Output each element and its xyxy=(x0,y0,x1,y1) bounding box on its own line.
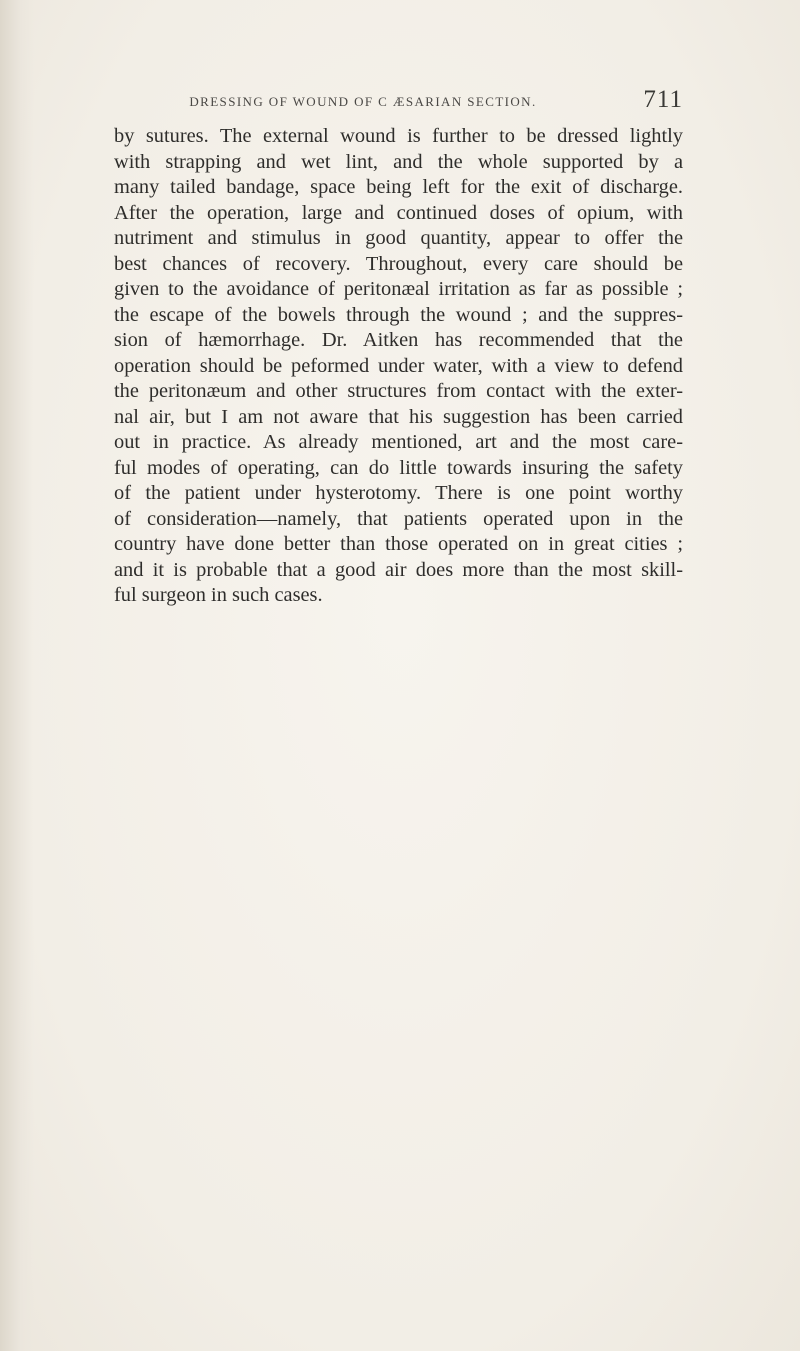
text-line: ful modes of operating, can do little towards insuring the safety xyxy=(114,456,683,479)
text-line: and it is probable that a good air does more than the most skill- xyxy=(114,558,683,581)
text-line: given to the avoidance of peritonæal irritation as far as possible ; xyxy=(114,278,683,300)
text-line: out in practice. As already mentioned, art and the most care- xyxy=(114,431,683,453)
text-line: nal air, but I am not aware that his suggestion has been carried xyxy=(114,405,683,428)
running-head xyxy=(113,88,683,118)
body-paragraph xyxy=(114,124,683,609)
text-line: sion of hæmorrhage. Dr. Aitken has recommended that the xyxy=(114,329,683,351)
text-line: country have done better than those operated on in great cities ; xyxy=(114,533,683,555)
text-line: best chances of recovery. Throughout, every care should be xyxy=(114,252,683,275)
text-line: After the operation, large and continued doses of opium, with xyxy=(114,201,683,224)
page-number: 711 xyxy=(643,86,683,113)
page-gutter-shadow xyxy=(0,0,34,1351)
text-line: with strapping and wet lint, and the whole supported by a xyxy=(114,150,683,173)
text-line: the peritonæum and other structures from contact with the exter- xyxy=(114,380,683,402)
text-line: operation should be peformed under water, with a view to defend xyxy=(114,354,683,377)
text-line: of the patient under hysterotomy. There is one point worthy xyxy=(114,482,683,504)
text-line: nutriment and stimulus in good quantity, appear to offer the xyxy=(114,227,683,249)
text-line: of consideration—namely, that patients operated upon in the xyxy=(114,507,683,530)
text-line: the escape of the bowels through the wound ; and the suppres- xyxy=(114,303,683,326)
text-line: ful surgeon in such cases. xyxy=(114,584,323,606)
text-line: many tailed bandage, space being left for the exit of discharge. xyxy=(114,176,683,198)
text-line: by sutures. The external wound is further to be dressed lightly xyxy=(114,125,683,147)
running-title: DRESSING OF WOUND OF C ÆSARIAN SECTION. xyxy=(189,94,537,109)
